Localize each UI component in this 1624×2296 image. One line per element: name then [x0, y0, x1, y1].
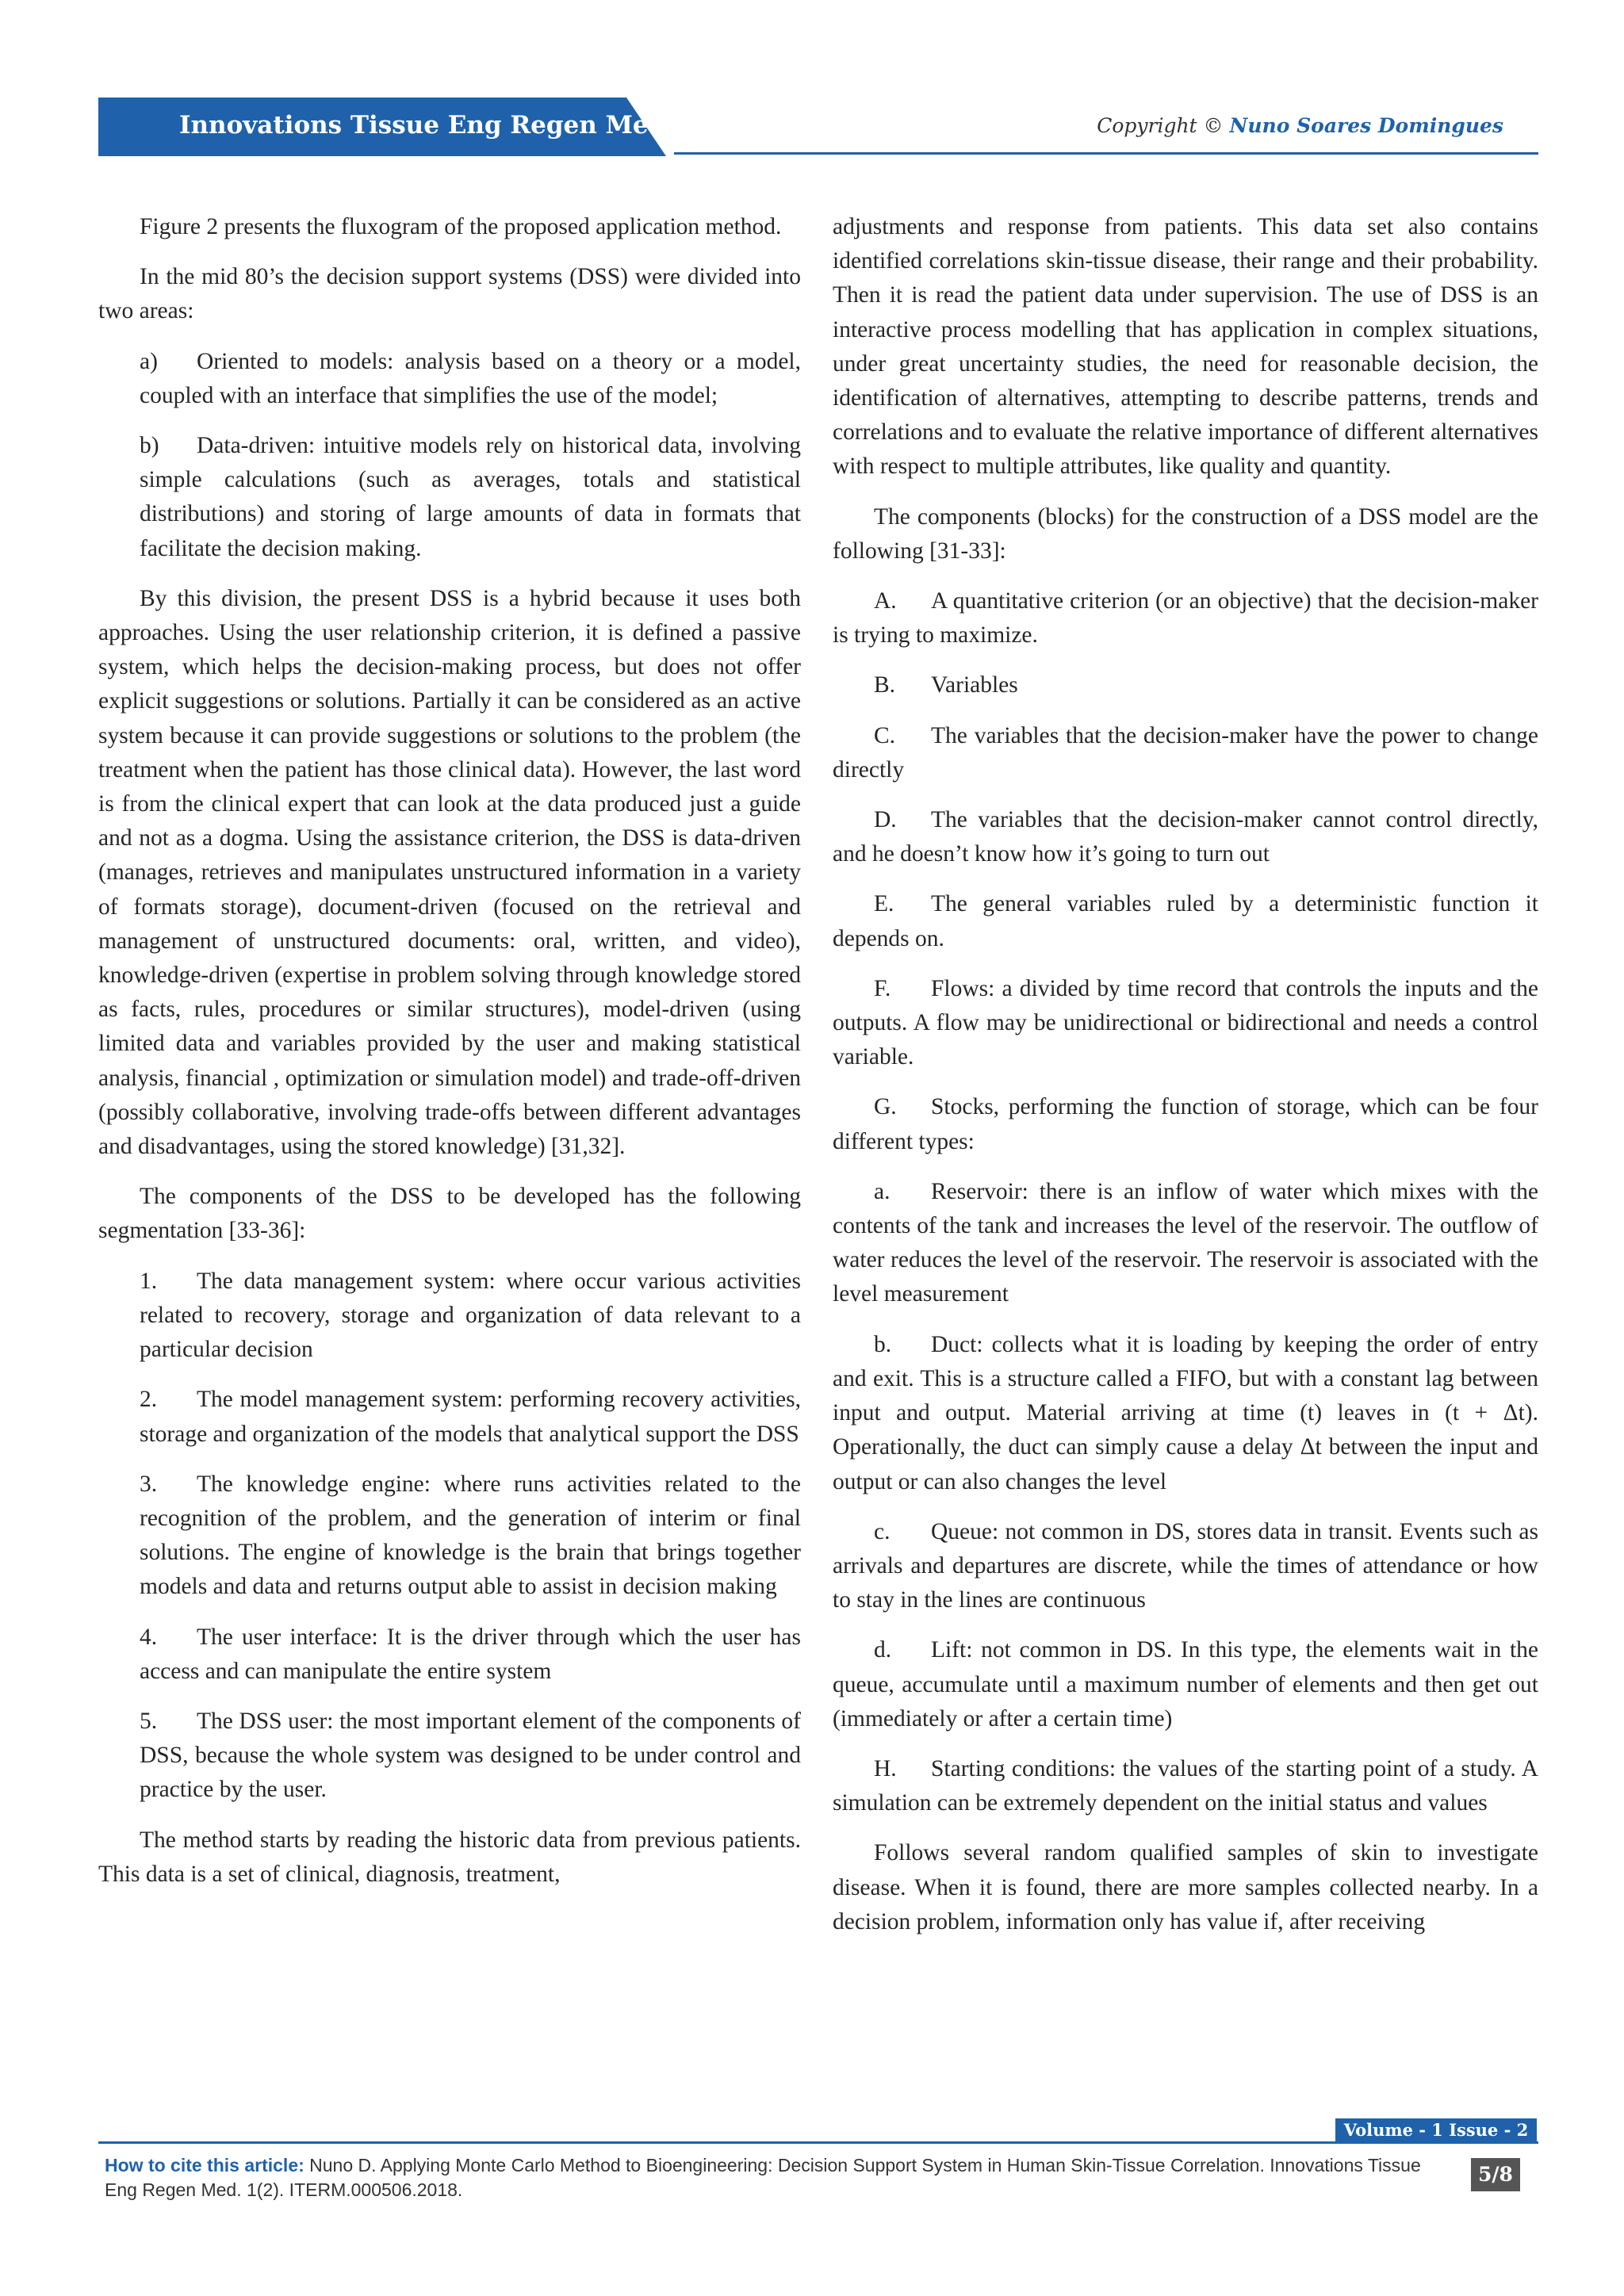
list-item	[833, 803, 1538, 871]
list-marker: A.	[874, 588, 897, 614]
list-item-text: Lift: not common in DS. In this type, the elements wait in the queue, accumulate until a maximum number of elements and then get out (immediately or after a certain time)	[833, 1637, 1538, 1732]
list-item	[98, 1265, 801, 1368]
list-item-text: Oriented to models: analysis based on a theory or a model, coupled with an interface that simplifies the use of the model;	[140, 348, 801, 408]
list-marker: E.	[874, 891, 894, 917]
volume-badge: Volume - 1 Issue - 2	[1335, 2118, 1537, 2142]
footer-rule	[98, 2141, 1538, 2144]
list-item-text: The variables that the decision-maker have the power to change directly	[833, 722, 1538, 783]
paragraph: In the mid 80’s the decision support systems (DSS) were divided into two areas:	[98, 264, 801, 324]
list-item	[833, 1515, 1538, 1618]
list-item-text: The model management system: performing recovery activities, storage and organization of the models that analytical support the DSS	[140, 1387, 801, 1447]
journal-title: Innovations Tissue Eng Regen Med	[179, 111, 666, 140]
list-item-text: The general variables ruled by a deterministic function it depends on.	[833, 891, 1538, 951]
paragraph: By this division, the present DSS is a hybrid because it uses both approaches. Using the user relationship criterion, it is defined a passive system, which helps the decision-making process, but does not offer explicit suggestions or solutions. Partially it can be considered as an active system because it can provide suggestions or solutions to the problem (the treatment when the patient has those clinical data). However, the last word is from the clinical expert that can look at the data produced just a guide and not as a dogma. Using the assistance criterion, the DSS is data-driven (manages, retrieves and manipulates unstructured information in a variety of formats storage), document-driven (focused on the retrieval and management of unstructured documents: oral, written, and video), knowledge-driven (expertise in problem solving through knowledge stored as facts, rules, procedures or similar structures), model-driven (using limited data and variables provided by the user and making statistical analysis, financial , optimization or simulation model) and trade-off-driven (possibly collaborative, involving trade-offs between different advantages and disadvantages, using the stored knowledge) [31,32].	[98, 585, 801, 1160]
list-item-text: Variables	[931, 672, 1018, 698]
list-marker: D.	[874, 807, 897, 833]
list-item-text: Queue: not common in DS, stores data in transit. Events such as arrivals and departures are discrete, while the times of attendance or how to stay in the lines are continuous	[833, 1518, 1538, 1613]
list-marker: B.	[874, 672, 896, 698]
list-item	[833, 668, 1538, 702]
list-marker: a)	[140, 348, 158, 374]
list-item	[98, 429, 801, 566]
list-marker: 4.	[140, 1624, 158, 1650]
list-item	[833, 1175, 1538, 1312]
citation-label: How to cite this article:	[105, 2155, 304, 2175]
list-marker: C.	[874, 722, 896, 748]
list-item	[833, 1328, 1538, 1499]
list-marker: 3.	[140, 1471, 158, 1497]
list-item-text: The knowledge engine: where runs activities related to the recognition of the problem, and the generation of interim or final solutions. The engine of knowledge is the brain that brings together models and data and returns output able to assist in decision making	[140, 1471, 801, 1600]
paragraph: The method starts by reading the historic data from previous patients. This data is a set of clinical, diagnosis, treatment,	[98, 1827, 801, 1887]
list-marker: G.	[874, 1094, 897, 1120]
citation-text: Nuno D. Applying Monte Carlo Method to Bioengineering: Decision Support System in Human Skin-Tissue Correlation. Innovations Tissue Eng Regen Med. 1(2). ITERM.000506.2018.	[105, 2155, 1421, 2200]
list-item	[833, 719, 1538, 787]
page-number: 5/8	[1471, 2158, 1520, 2191]
list-item	[833, 972, 1538, 1075]
copyright-author: Nuno Soares Domingues	[1229, 114, 1503, 137]
list-item-text: Stocks, performing the function of storage, which can be four different types:	[833, 1094, 1538, 1154]
list-item-text: Data-driven: intuitive models rely on historical data, involving simple calculations (such as averages, totals and statistical distributions) and storing of large amounts of data in formats that facilitate the decision making.	[140, 433, 801, 561]
list-item-text: A quantitative criterion (or an objective) that the decision-maker is trying to maximize.	[833, 588, 1538, 649]
list-marker: c.	[874, 1518, 891, 1544]
list-item-text: The variables that the decision-maker cannot control directly, and he doesn’t know how it’s going to turn out	[833, 807, 1538, 867]
paragraph: Follows several random qualified samples of skin to investigate disease. When it is found, there are more samples collected nearby. In a decision problem, information only has value if, after receiving	[833, 1840, 1538, 1934]
paragraph: adjustments and response from patients. This data set also contains identified correlations skin-tissue disease, their range and their probability. Then it is read the patient data under supervision. The use of DSS is an interactive process modelling that has application in complex situations, under great uncertainty studies, the need for reasonable decision, the identification of alternatives, attempting to describe patterns, trends and correlations and to evaluate the relative importance of different alternatives with respect to multiple attributes, like quality and quantity.	[833, 214, 1538, 480]
list-item	[833, 887, 1538, 955]
list-item-text: Duct: collects what it is loading by keeping the order of entry and exit. This is a structure called a FIFO, but with a constant lag between input and output. Material arriving at time (t) leaves in (t + Δt). Operationally, the duct can simply cause a delay Δt between the input and output or can also changes the level	[833, 1331, 1538, 1494]
list-item-text: The data management system: where occur various activities related to recovery, storage and organization of data relevant to a particular decision	[140, 1268, 801, 1363]
list-marker: H.	[874, 1755, 897, 1781]
list-item-text: Flows: a divided by time record that controls the inputs and the outputs. A flow may be unidirectional or bidirectional and needs a control variable.	[833, 975, 1538, 1070]
list-item	[98, 345, 801, 413]
copyright-notice	[1097, 114, 1503, 137]
paragraph: The components of the DSS to be developed has the following segmentation [33-36]:	[98, 1184, 801, 1244]
copyright-prefix: Copyright ©	[1097, 114, 1224, 137]
list-marker: a.	[874, 1178, 891, 1204]
right-column	[833, 210, 1538, 1955]
list-item	[833, 1752, 1538, 1820]
list-marker: 5.	[140, 1708, 158, 1734]
list-item-text: The DSS user: the most important element of the components of DSS, because the whole system was designed to be under control and practice by the user.	[140, 1708, 801, 1803]
list-marker: 1.	[140, 1268, 158, 1294]
list-item-text: The user interface: It is the driver through which the user has access and can manipulate the entire system	[140, 1624, 801, 1684]
list-item	[98, 1705, 801, 1808]
list-item	[833, 1633, 1538, 1736]
left-column	[98, 210, 801, 1908]
list-marker: 2.	[140, 1387, 158, 1413]
citation	[105, 2153, 1421, 2202]
paragraph: The components (blocks) for the construction of a DSS model are the following [31-33]:	[833, 503, 1538, 564]
list-marker: d.	[874, 1637, 892, 1663]
list-item	[98, 1383, 801, 1451]
list-marker: b)	[140, 433, 159, 459]
list-item	[98, 1468, 801, 1605]
list-item	[833, 1090, 1538, 1158]
list-marker: b.	[874, 1331, 892, 1357]
list-item-text: Reservoir: there is an inflow of water which mixes with the contents of the tank and increases the level of the reservoir. The outflow of water reduces the level of the reservoir. The reservoir is associated with the level measurement	[833, 1178, 1538, 1307]
list-item	[833, 584, 1538, 652]
header-rule	[674, 152, 1538, 155]
list-item	[98, 1621, 801, 1689]
list-item-text: Starting conditions: the values of the starting point of a study. A simulation can be extremely dependent on the initial status and values	[833, 1755, 1538, 1816]
list-marker: F.	[874, 975, 891, 1001]
paragraph: Figure 2 presents the fluxogram of the proposed application method.	[140, 214, 782, 239]
